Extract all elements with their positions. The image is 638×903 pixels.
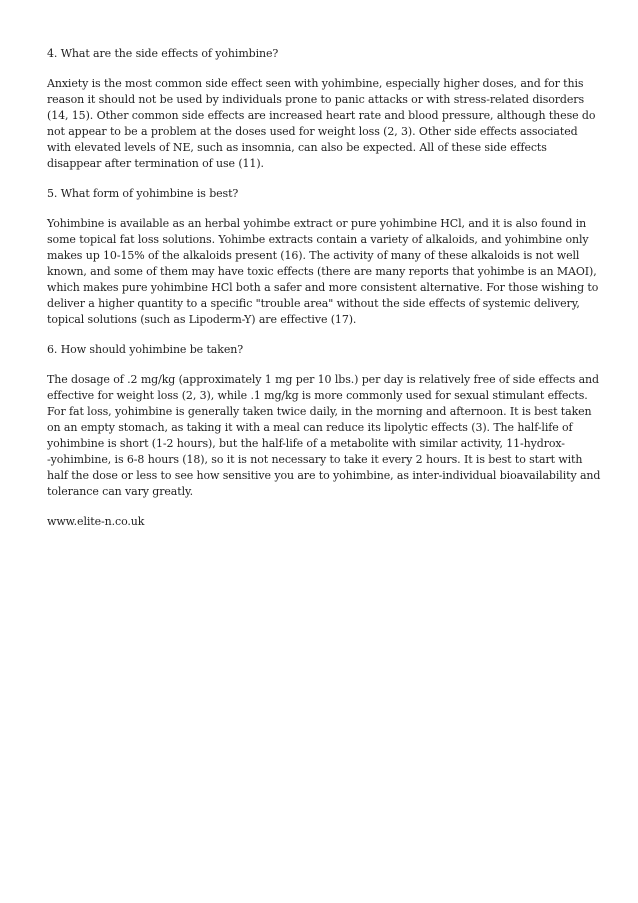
- paragraph-line: topical solutions (such as Lipoderm-Y) are effective (17).: [47, 313, 357, 326]
- section-heading: 6. How should yohimbine be taken?: [47, 343, 244, 356]
- paragraph-line: tolerance can vary greatly.: [47, 485, 194, 498]
- section-paragraph: [47, 76, 595, 172]
- paragraph-line: Yohimbine is available as an herbal yohimbe extract or pure yohimbine HCl, and it is also found in: [47, 217, 587, 230]
- paragraph-line: effective for weight loss (2, 3), while .1 mg/kg is more commonly used for sexual stimulant effects.: [47, 389, 588, 402]
- paragraph-line: on an empty stomach, as taking it with a meal can reduce its lipolytic effects (3). The half-life of: [47, 421, 573, 434]
- paragraph-line: some topical fat loss solutions. Yohimbe extracts contain a variety of alkaloids, and yohimbine only: [47, 233, 589, 246]
- website-footer: www.elite-n.co.uk: [47, 515, 145, 528]
- paragraph-line: reason it should not be used by individuals prone to panic attacks or with stress-related disorders: [47, 93, 584, 106]
- paragraph-line: makes up 10-15% of the alkaloids present (16). The activity of many of these alkaloids is not well: [47, 249, 580, 262]
- paragraph-line: Anxiety is the most common side effect seen with yohimbine, especially higher doses, and for this: [47, 77, 584, 90]
- document-body: [47, 46, 601, 544]
- paragraph-line: not appear to be a problem at the doses used for weight loss (2, 3). Other side effects associated: [47, 125, 578, 138]
- section-side-effects: [47, 46, 595, 172]
- section-best-form: [47, 186, 599, 328]
- paragraph-line: (14, 15). Other common side effects are increased heart rate and blood pressure, although these do: [47, 109, 596, 122]
- section-paragraph: [47, 216, 599, 328]
- paragraph-line: The dosage of .2 mg/kg (approximately 1 mg per 10 lbs.) per day is relatively free of side effects and: [47, 373, 599, 386]
- paragraph-line: half the dose or less to see how sensitive you are to yohimbine, as inter-individual bioavailability and: [47, 469, 601, 482]
- section-heading: 5. What form of yohimbine is best?: [47, 187, 239, 200]
- paragraph-line: with elevated levels of NE, such as insomnia, can also be expected. All of these side effects: [47, 141, 547, 154]
- section-paragraph: [47, 372, 601, 500]
- paragraph-line: disappear after termination of use (11).: [47, 157, 264, 170]
- section-how-to-take: [47, 342, 601, 500]
- paragraph-line: -yohimbine, is 6-8 hours (18), so it is not necessary to take it every 2 hours. It is best to start with: [47, 453, 583, 466]
- paragraph-line: which makes pure yohimbine HCl both a safer and more consistent alternative. For those wishing to: [47, 281, 599, 294]
- section-heading: 4. What are the side effects of yohimbine?: [47, 47, 279, 60]
- paragraph-line: For fat loss, yohimbine is generally taken twice daily, in the morning and afternoon. It is best taken: [47, 405, 592, 418]
- paragraph-line: yohimbine is short (1-2 hours), but the half-life of a metabolite with similar activity, 11-hydrox-: [47, 437, 565, 450]
- paragraph-line: known, and some of them may have toxic effects (there are many reports that yohimbe is an MAOI),: [47, 265, 597, 278]
- paragraph-line: deliver a higher quantity to a specific "trouble area" without the side effects of systemic delivery,: [47, 297, 580, 310]
